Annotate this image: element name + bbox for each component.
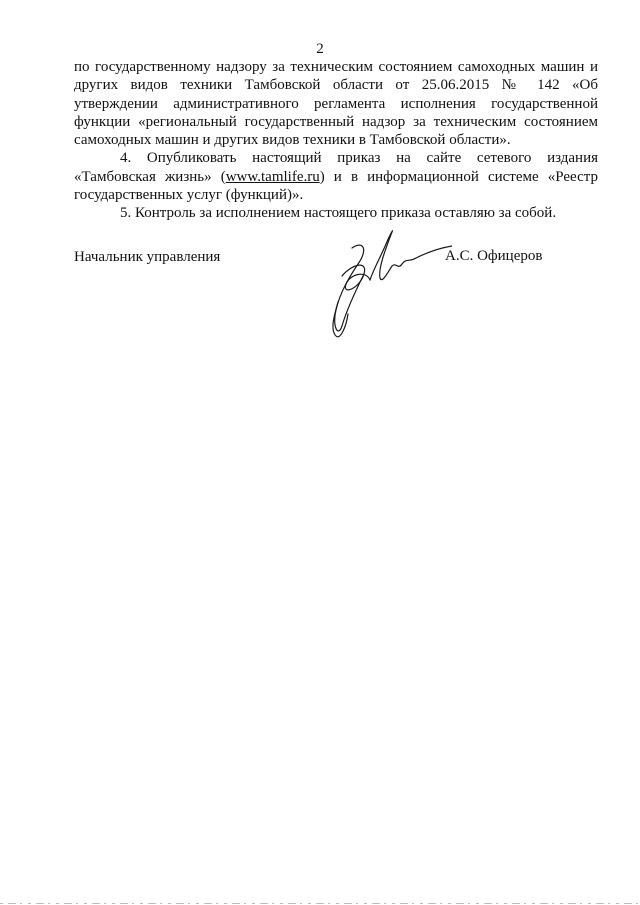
text-line: утверждении административного регламента исполнения государственной (74, 95, 598, 112)
text-line: 4. Опубликовать настоящий приказ на сайте сетевого издания (120, 150, 598, 167)
website-link[interactable]: www.tamlife.ru (225, 168, 320, 185)
text-fragment: «Тамбовская жизнь» ( (74, 168, 226, 185)
document-body (74, 58, 598, 223)
text-line: по государственному надзору за техническим состоянием самоходных машин и (74, 59, 598, 75)
handwritten-signature (312, 218, 452, 358)
paragraph-continuation (74, 58, 598, 149)
text-line: государственных услуг (функций)». (74, 187, 304, 204)
signature-block (74, 248, 598, 368)
text-line: самоходных машин и других видов техники в Тамбовской области». (74, 132, 511, 149)
signer-name: А.С. Офицеров (445, 248, 543, 264)
page-number: 2 (316, 41, 324, 57)
paragraph-item-4 (74, 149, 598, 204)
text-line: 5. Контроль за исполнением настоящего приказа оставляю за собой. (120, 205, 557, 222)
text-line: функции «региональный государственный надзор за техническим состоянием (74, 113, 598, 130)
text-line: других видов техники Тамбовской области от 25.06.2015 № 142 «Об (74, 77, 598, 94)
text-fragment: ) и в информационной системе «Реестр (319, 168, 598, 185)
text-line (74, 168, 598, 186)
signer-position: Начальник управления (74, 249, 221, 265)
